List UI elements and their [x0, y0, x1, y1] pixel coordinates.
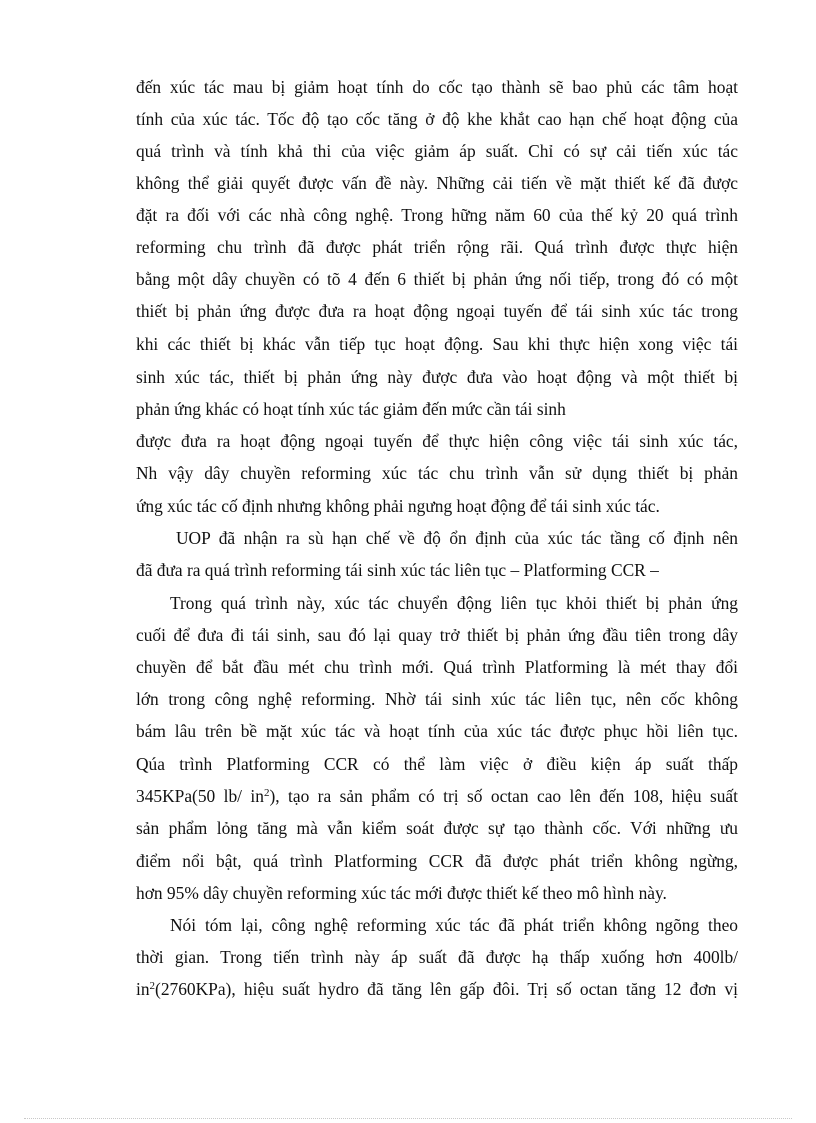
text-line: quá trình và tính khả thi của việc giảm áp suất. Chỉ có sự cải tiến xúc tác — [136, 141, 738, 161]
superscript: 2 — [263, 787, 270, 799]
text-line: được đưa ra hoạt động ngoại tuyến để thực hiện công việc tái sinh xúc tác, — [136, 431, 738, 451]
text-line: sinh xúc tác, thiết bị phản ứng này được đưa vào hoạt động và một thiết bị — [136, 367, 738, 387]
text-line: hơn 95% dây chuyền reforming xúc tác mới được thiết kế theo mô hình này. — [136, 883, 667, 903]
paragraph-first-line: UOP đã nhận ra sù hạn chế về độ ổn định của xúc tác tầng cố định nên — [176, 528, 738, 548]
text-line: điểm nổi bật, quá trình Platforming CCR đã được phát triển không ngừng, — [136, 851, 738, 871]
text-segment: (2760KPa), hiệu suất hydro đã tăng lên gấp đôi. Trị số octan tăng 12 đơn vị — [155, 979, 738, 999]
text-line: đến xúc tác mau bị giảm hoạt tính do cốc tạo thành sẽ bao phủ các tâm hoạt — [136, 77, 738, 97]
superscript: 2 — [149, 980, 156, 992]
text-line: ứng xúc tác cố định nhưng không phải ngưng hoạt động để tái sinh xúc tác. — [136, 496, 660, 516]
text-line: reforming chu trình đã được phát triển rộng rãi. Quá trình được thực hiện — [136, 237, 738, 257]
text-segment: in — [136, 979, 150, 999]
text-line: tính của xúc tác. Tốc độ tạo cốc tăng ở độ khe khắt cao hạn chế hoạt động của — [136, 109, 738, 129]
text-line: thiết bị phản ứng được đưa ra hoạt động ngoại tuyến để tái sinh xúc tác trong — [136, 301, 738, 321]
text-line: lớn trong công nghệ reforming. Nhờ tái sinh xúc tác liên tục, nên cốc không — [136, 689, 738, 709]
text-line: sản phẩm lỏng tăng mà vẫn kiểm soát được sự tạo thành cốc. Với những ưu — [136, 818, 738, 838]
text-line-with-superscript — [136, 978, 738, 1000]
text-line: đặt ra đối với các nhà công nghệ. Trong hững năm 60 của thế kỷ 20 quá trình — [136, 205, 738, 225]
text-line: Qúa trình Platforming CCR có thể làm việc ở điều kiện áp suất thấp — [136, 754, 738, 774]
paragraph-first-line: Nói tóm lại, công nghệ reforming xúc tác đã phát triển không ngõng theo — [170, 915, 738, 935]
text-line: Nh vậy dây chuyền reforming xúc tác chu trình vẫn sử dụng thiết bị phản — [136, 463, 738, 483]
text-line: không thể giải quyết được vấn đề này. Những cải tiến về mặt thiết kế đã được — [136, 173, 738, 193]
text-line: đã đưa ra quá trình reforming tái sinh xúc tác liên tục – Platforming CCR – — [136, 560, 659, 580]
text-segment: 345KPa(50 lb/ in — [136, 786, 264, 806]
text-line: bám lâu trên bề mặt xúc tác và hoạt tính của xúc tác được phục hồi liên tục. — [136, 721, 738, 741]
text-line: cuối để đưa đi tái sinh, sau đó lại quay trở thiết bị phản ứng đầu tiên trong dây — [136, 625, 738, 645]
text-line: chuyền để bắt đầu mét chu trình mới. Quá trình Platforming là mét thay đổi — [136, 657, 738, 677]
text-line: khi các thiết bị khác vẫn tiếp tục hoạt động. Sau khi thực hiện xong việc tái — [136, 334, 738, 354]
paragraph-first-line: Trong quá trình này, xúc tác chuyển động liên tục khỏi thiết bị phản ứng — [170, 593, 738, 613]
text-line-with-superscript — [136, 785, 738, 807]
text-line: bằng một dây chuyền có tõ 4 đến 6 thiết bị phản ứng nối tiếp, trong đó có một — [136, 269, 738, 289]
text-line: phản ứng khác có hoạt tính xúc tác giảm đến mức cần tái sinh — [136, 399, 566, 419]
page-bottom-divider — [24, 1118, 792, 1119]
text-segment: ), tạo ra sản phẩm có trị số octan cao lên đến 108, hiệu suất — [269, 786, 738, 806]
text-line: thời gian. Trong tiến trình này áp suất đã được hạ thấp xuống hơn 400lb/ — [136, 947, 738, 967]
